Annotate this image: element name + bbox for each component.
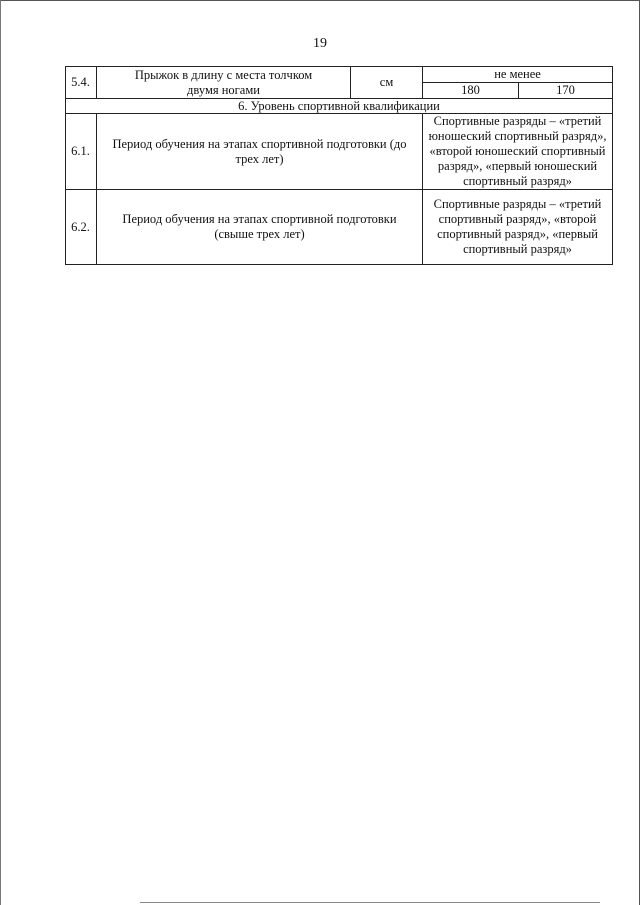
qualification-requirement: Спортивные разряды – «третий юношеский спортивный разряд», «второй юношеский спортивный разряд», «первый юношеский спортивный разряд» <box>423 114 613 190</box>
scan-edge-bottom <box>140 902 600 903</box>
row-number: 6.2. <box>66 190 97 265</box>
row-number: 6.1. <box>66 114 97 190</box>
unit-cell: см <box>351 67 423 99</box>
norm-value-b: 170 <box>519 83 613 99</box>
qualification-requirement: Спортивные разряды – «третий спортивный разряд», «второй спортивный разряд», «первый спортивный разряд» <box>423 190 613 265</box>
table-row-5-4 <box>66 67 613 83</box>
table-row-6-1 <box>66 114 613 190</box>
section-row-6 <box>66 99 613 114</box>
page-number: 19 <box>313 36 327 51</box>
norms-table <box>65 66 613 265</box>
exercise-name: Прыжок в длину с места толчком двумя ногами <box>97 67 351 99</box>
section-title: 6. Уровень спортивной квалификации <box>66 99 613 114</box>
period-name: Период обучения на этапах спортивной подготовки (до трех лет) <box>97 114 423 190</box>
norm-header: не менее <box>423 67 613 83</box>
scan-edge-left <box>0 0 1 905</box>
period-name: Период обучения на этапах спортивной подготовки (свыше трех лет) <box>97 190 423 265</box>
row-number: 5.4. <box>66 67 97 99</box>
table-row-6-2 <box>66 190 613 265</box>
norm-value-a: 180 <box>423 83 519 99</box>
scan-edge-top <box>0 0 640 1</box>
